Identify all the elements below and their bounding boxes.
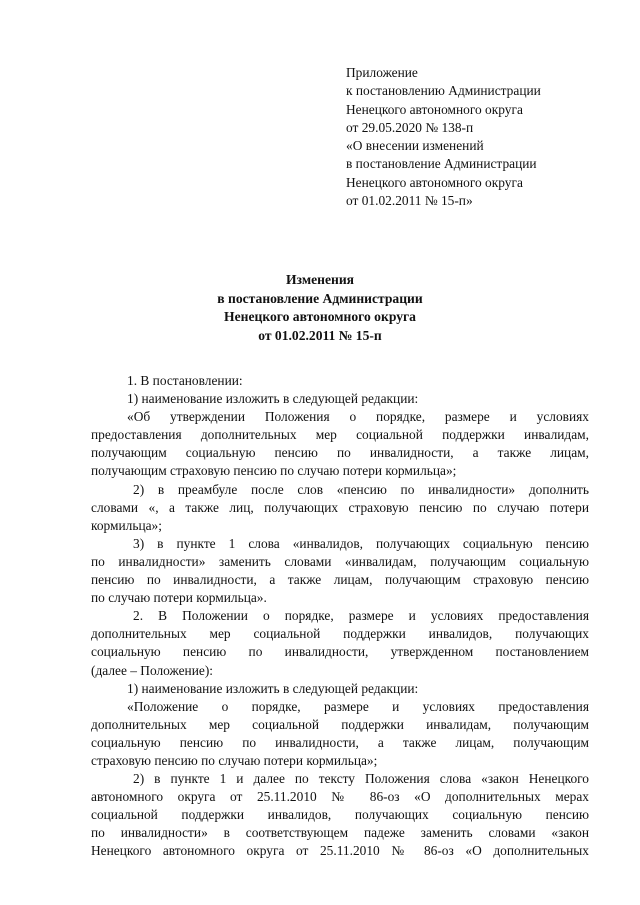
title-line: Ненецкого автономного округа [224,309,416,325]
body-line: социальную пенсию по инвалидности, а также лицам, получающим [91,734,589,750]
body-line: «Положение о порядке, размере и условиях предоставления [127,698,589,714]
body-line: по случаю потери кормильца». [91,590,267,606]
appendix-line: от 29.05.2020 № 138-п [346,119,474,135]
body-line: «Об утверждении Положения о порядке, размере и условиях [127,409,589,425]
title-line: в постановление Администрации [217,290,423,306]
body-line: 3) в пункте 1 слова «инвалидов, получающих социальную пенсию [133,535,589,551]
body-line: по инвалидности» в соответствующем падеже заменить словами «закон [91,825,589,841]
body-line: кормильца»; [91,517,162,533]
body-line: 1) наименование изложить в следующей редакции: [127,391,419,407]
body-line: Ненецкого автономного округа от 25.11.2010 № 86-оз «О дополнительных [91,843,589,859]
body-line: дополнительных мер социальной поддержки инвалидов, получающих [91,626,589,642]
body-line: 1) наименование изложить в следующей редакции: [127,680,419,696]
body-line: автономного округа от 25.11.2010 № 86-оз «О дополнительных мерах [91,789,589,805]
title-line: Изменения [285,272,355,287]
body-line: 1. В постановлении: [127,373,243,388]
appendix-header [346,64,541,210]
body-line: социальную пенсию по инвалидности, утвержденном постановлением [91,644,589,660]
appendix-line: от 01.02.2011 № 15-п» [346,193,473,209]
body-line: 2) в преамбуле после слов «пенсию по инвалидности» дополнить [133,481,589,497]
body-line: социальной поддержки инвалидов, получающих социальную пенсию [91,807,589,823]
body-line: по инвалидности» заменить словами «инвалидам, получающим социальную [91,553,589,569]
appendix-line: «О внесении изменений [346,138,484,154]
body-line: предоставления дополнительных мер социальной поддержки инвалидам, [91,427,589,443]
body-line: пенсию по инвалидности, а также лицам, получающим страховую пенсию [91,572,589,588]
body-line: (далее – Положение): [91,662,213,678]
body-line: получающим страховую пенсию по случаю потери кормильца»; [91,463,457,479]
appendix-line: Ненецкого автономного округа [346,101,523,117]
body-line: 2. В Положении о порядке, размере и условиях предоставления [133,608,589,624]
document-title [0,271,640,345]
appendix-line: Ненецкого автономного округа [346,174,523,190]
body-line: получающим социальную пенсию по инвалидности, а также лицам, [91,445,589,461]
body-line: дополнительных мер социальной поддержки инвалидам, получающим [91,716,589,732]
appendix-line: Приложение [346,65,418,80]
body-line: словами «, а также лиц, получающих страховую пенсию по случаю потери [91,499,589,515]
body-line: 2) в пункте 1 и далее по тексту Положения слова «закон Ненецкого [133,771,589,787]
appendix-line: в постановление Администрации [346,156,537,172]
document-body [91,372,589,861]
title-line: от 01.02.2011 № 15-п [258,327,382,343]
body-line: страховую пенсию по случаю потери кормильца»; [91,752,378,768]
appendix-line: к постановлению Администрации [346,83,541,99]
